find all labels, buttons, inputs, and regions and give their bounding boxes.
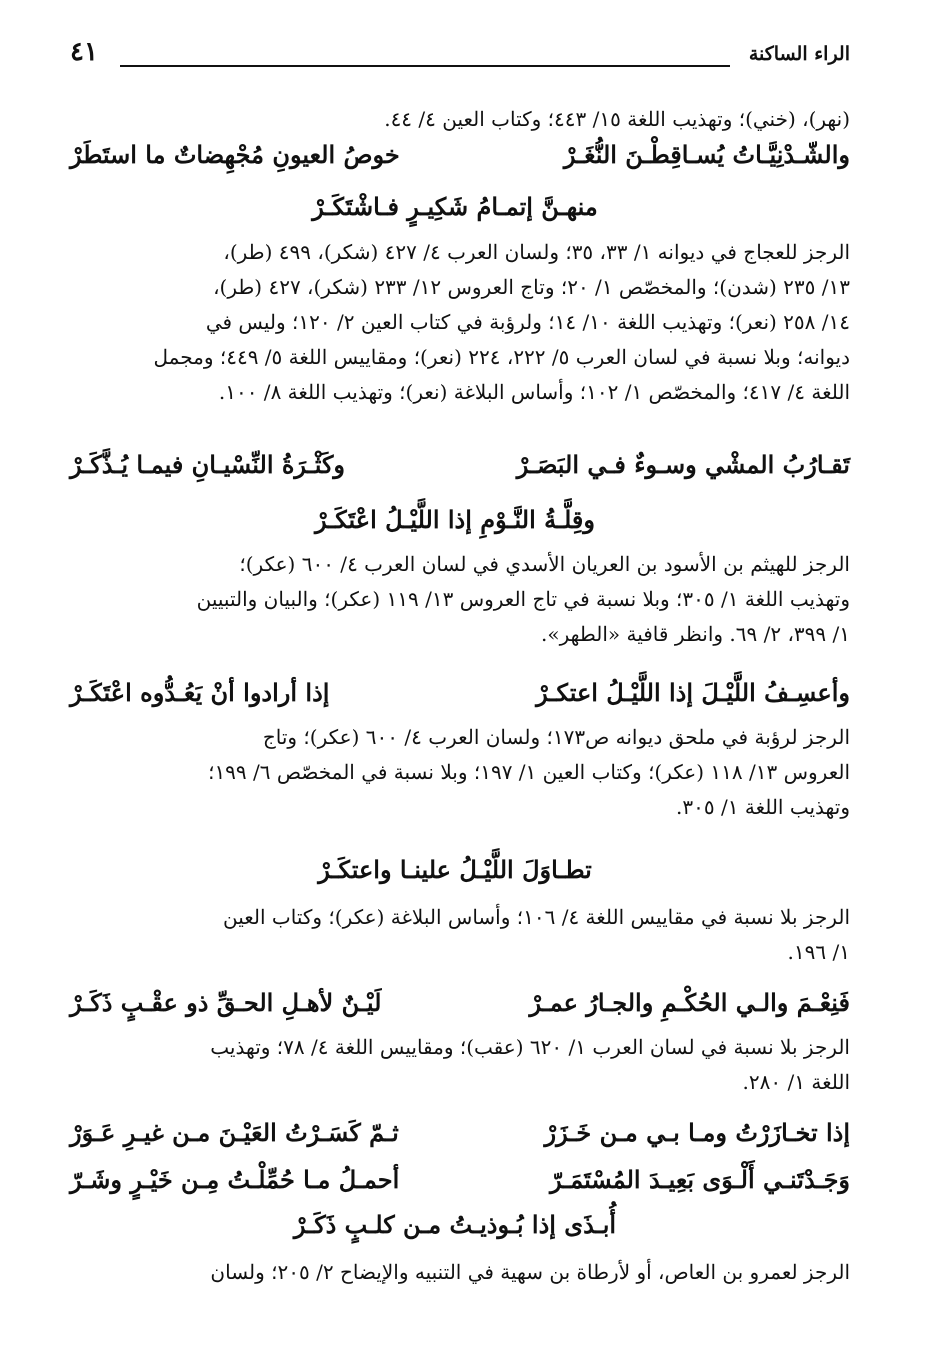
text-line: الرجز لرؤبة في ملحق ديوانه ص١٧٣؛ ولسان العرب ٤/ ٦٠٠ (عكر)؛ وتاج: [262, 725, 850, 749]
citation-paragraph: [70, 235, 850, 410]
verse-left-hemistich: خوصُ العيونِ مُجْهِضاتٌ ما استَطَرْ: [70, 140, 400, 169]
verse-left-hemistich: لَيْـنٌ لأهـلِ الحـقِّ ذو عقْـبٍ ذَكَـرْ: [70, 988, 382, 1017]
text-line: ديوانه؛ وبلا نسبة في لسان العرب ٥/ ٢٢٢، ٢٢٤ (نعر)؛ ومقاييس اللغة ٥/ ٤٤٩؛ ومجمل: [153, 345, 850, 369]
text-line: الرجز بلا نسبة في مقاييس اللغة ٤/ ١٠٦؛ وأساس البلاغة (عكر)؛ وكتاب العين: [223, 905, 850, 929]
verse-single: تطـاوَلَ اللَّيْـلُ علينـا واعتكَـرْ: [318, 855, 592, 884]
verse-left-hemistich: أحمـلُ مـا حُمِّلْـتُ مِـن خَيْـرٍ وشَـرّ: [70, 1165, 400, 1194]
verse-couplet: [60, 450, 850, 500]
citation-paragraph: [70, 900, 850, 970]
text-line: العروس ١٣/ ١١٨ (عكر)؛ وكتاب العين ١/ ١٩٧؛ وبلا نسبة في المخصّص ٦/ ١٩٩؛: [208, 760, 850, 784]
text-line: الرجز للعجاج في ديوانه ١/ ٣٣، ٣٥؛ ولسان العرب ٤/ ٤٢٧ (شكر)، ٤٩٩ (طر)،: [223, 240, 850, 264]
page-header: [60, 35, 850, 75]
verse-right-hemistich: إذا تخـازَرْتُ ومـا بـي مـن خَـزَرْ: [544, 1118, 850, 1147]
citation-paragraph: [70, 102, 850, 137]
verse-single: منهـنَّ إتمـامُ شَكِيـرٍ فـاشْتَكَـرْ: [312, 192, 598, 221]
verse-left-hemistich: ثـمّ كَسَـرْتُ العَيْـنَ مـن غيـرِ عَـوَرْ: [70, 1118, 399, 1147]
text-line: اللغة ١/ ٢٨٠.: [742, 1070, 850, 1094]
verse-right-hemistich: فَنِعْـمَ والـي الحُكْـمِ والجـارُ عمـرْ: [529, 988, 850, 1017]
text-line: ١٤/ ٢٥٨ (نعر)؛ وتهذيب اللغة ١٠/ ١٤؛ ولرؤبة في كتاب العين ٢/ ١٢٠؛ وليس في: [205, 310, 850, 334]
text-line: الرجز للهيثم بن الأسود بن العريان الأسدي في لسان العرب ٤/ ٦٠٠ (عكر)؛: [239, 552, 850, 576]
page-number: ٤١: [70, 37, 98, 67]
header-rule: [120, 65, 730, 67]
verse-right-hemistich: وَجَـدْتَنـي أَلْـوَى بَعِيـدَ المُسْتَمَـرّ: [549, 1165, 850, 1194]
verse-couplet: [60, 1165, 850, 1215]
verse-couplet: [60, 1118, 850, 1168]
text-line: ١/ ٣٩٩، ٢/ ٦٩. وانظر قافية «الطهر».: [540, 622, 850, 646]
text-line: وتهذيب اللغة ١/ ٣٠٥.: [676, 795, 850, 819]
verse-right-hemistich: والشّـدْنِيَّـاتُ يُسـاقِطْـنَ النُّغَـرْ: [563, 140, 850, 169]
text-line: ١/ ١٩٦.: [787, 940, 850, 964]
page: [60, 25, 850, 1335]
verse-single: وقِلَّـةُ النَّـوْمِ إذا اللَّيْـلُ اعْتَكَـرْ: [315, 505, 595, 534]
verse-left-hemistich: إذا أرادوا أنْ يَعُـدُّوه اعْتَكَـرْ: [70, 678, 330, 707]
text-line: اللغة ٤/ ٤١٧؛ والمخصّص ١/ ١٠٢؛ وأساس البلاغة (نعر)؛ وتهذيب اللغة ٨/ ١٠٠.: [218, 380, 850, 404]
citation-paragraph: [70, 1030, 850, 1100]
text-line: (نهر)، (خني)؛ وتهذيب اللغة ١٥/ ٤٤٣؛ وكتاب العين ٤/ ٤٤.: [384, 107, 850, 131]
verse-couplet: [60, 140, 850, 190]
verse-right-hemistich: وأعسِـفُ اللَّيْـلَ إذا اللَّيْـلُ اعتكـرْ: [536, 678, 850, 707]
citation-paragraph: [70, 1255, 850, 1290]
chapter-title: الراء الساكنة: [748, 43, 850, 65]
text-line: ١٣/ ٢٣٥ (شدن)؛ والمخصّص ١/ ٢٠؛ وتاج العروس ١٢/ ٢٣٣ (شكر)، ٤٢٧ (طر)،: [213, 275, 850, 299]
verse-right-hemistich: تَقـارُبُ المشْي وسـوءٌ فـي البَصَـرْ: [516, 450, 850, 479]
text-line: الرجز بلا نسبة في لسان العرب ١/ ٦٢٠ (عقب)؛ ومقاييس اللغة ٤/ ٧٨؛ وتهذيب: [210, 1035, 850, 1059]
citation-paragraph: [70, 720, 850, 825]
text-line: وتهذيب اللغة ١/ ٣٠٥؛ وبلا نسبة في تاج العروس ١٣/ ١١٩ (عكر)؛ والبيان والتبيين: [196, 587, 850, 611]
text-line: الرجز لعمرو بن العاص، أو لأرطاة بن سهية في التنبيه والإيضاح ٢/ ٢٠٥؛ ولسان: [210, 1260, 850, 1284]
verse-single: أُبـذَى إذا بُـوذيـتُ مـن كلـبٍ ذَكَـرْ: [293, 1210, 617, 1239]
citation-paragraph: [70, 547, 850, 652]
verse-left-hemistich: وكَثْـرَةُ النِّسْيـانِ فيمـا يُـذَّكَـرْ: [70, 450, 345, 479]
